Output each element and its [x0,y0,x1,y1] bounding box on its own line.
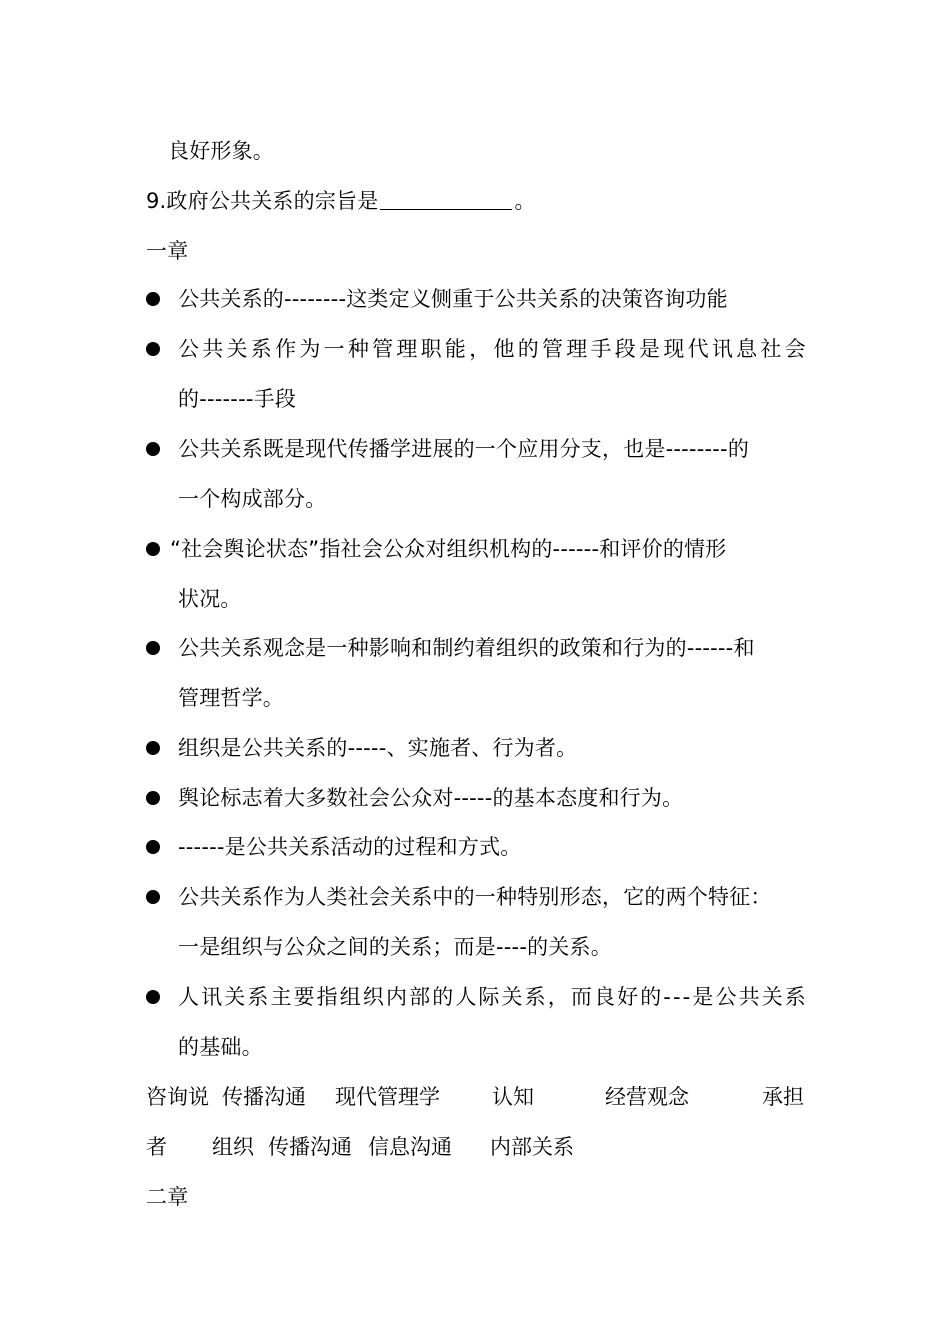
text-char: 人 [178,985,200,1009]
text-char: 讯 [201,985,223,1009]
text-char: ， [547,985,569,1009]
text-char: 人 [455,985,477,1009]
bullet-item-8-line-1: ------是公共关系活动的过程和方式。 [178,835,522,859]
bullet-icon [146,641,160,655]
text-char: 好 [617,985,639,1009]
text-char: 关 [761,985,783,1009]
answer-word: 咨询说 [146,1085,209,1109]
answer-word: 承担 [762,1085,804,1109]
text-char: 讯 [711,337,734,361]
bullet-item-3-line-1: 公共关系既是现代传播学进展的一个应用分支，也是--------的 [178,437,750,461]
text-char: 是 [639,337,661,361]
answer-word: 信息沟通 [368,1135,452,1159]
text-char: 是 [692,985,714,1009]
bullet-item-2-line-1 [178,334,806,364]
answer-word: 组织 [212,1135,254,1159]
text-char: 手 [590,337,612,361]
text-char: 的 [640,985,662,1009]
text-char: - [672,985,681,1009]
text-char: 理 [396,337,418,361]
text-char: 会 [784,337,806,361]
text-char: 代 [687,337,709,361]
bullet-icon [146,741,160,755]
text-char: 他 [493,337,515,361]
text-char: 现 [663,337,685,361]
bullet-item-6-line-1: 组织是公共关系的-----、实施者、行为者。 [178,736,578,760]
bullet-icon [146,442,160,456]
text-char: 一 [323,337,345,361]
bullet-icon [146,990,160,1004]
text-char: 的 [517,337,539,361]
bullet-item-4-line-2: 状况。 [178,587,242,611]
text-char: 息 [736,337,758,361]
answer-word: 者 [146,1135,167,1159]
text-char: 组 [339,985,361,1009]
text-char: 部 [409,985,431,1009]
text-char: 关 [501,985,523,1009]
text-char: 系 [247,985,269,1009]
text-char: 共 [738,985,760,1009]
answer-word: 经营观念 [605,1085,689,1109]
bullet-item-9-line-1: 公共关系作为人类社会关系中的一种特别形态，它的两个特征： [178,885,772,909]
text-char: 理 [566,337,588,361]
text-char: 社 [760,337,782,361]
bullet-icon [146,292,160,306]
text-char: 系 [250,337,272,361]
text-char: 要 [293,985,315,1009]
text-char: 作 [275,337,297,361]
bullet-item-2-line-2: 的-------手段 [178,387,297,411]
bullet-item-10-line-1 [178,982,806,1012]
text-char: 职 [420,337,442,361]
text-char: 主 [270,985,292,1009]
text-char: 的 [432,985,454,1009]
answer-blank [380,189,512,210]
answer-word: 现代管理学 [335,1085,440,1109]
top-fragment: 良好形象。 [168,139,274,163]
text-char: - [663,985,672,1009]
text-char: 而 [570,985,593,1009]
text-char: 管 [541,337,564,361]
text-char: 公 [178,337,200,361]
text-char: 织 [362,985,385,1009]
text-char: 系 [524,985,546,1009]
text-char: 公 [715,985,737,1009]
bullet-icon [146,342,160,356]
bullet-item-3-line-2: 一个构成部分。 [178,487,327,511]
bullet-item-5-line-1: 公共关系观念是一种影响和制约着组织的政策和行为的------和 [178,636,755,660]
text-char: 良 [593,985,616,1009]
bullet-icon [146,890,160,904]
text-char: 系 [784,985,806,1009]
text-char: 共 [202,337,224,361]
text-char: 指 [316,985,338,1009]
text-char: 际 [478,985,500,1009]
bullet-item-10-line-2: 的基础。 [178,1035,263,1059]
question-9-suffix: 。 [514,189,536,213]
text-char: 为 [299,337,321,361]
bullet-item-9-line-2: 一是组织与公众之间的关系；而是----的关系。 [178,935,612,959]
text-char: 关 [224,985,246,1009]
chapter-1-title: 一章 [146,239,189,263]
answer-word: 认知 [492,1085,534,1109]
chapter-2-title: 二章 [146,1185,189,1209]
text-char: 内 [385,985,408,1009]
bullet-icon [146,791,160,805]
bullet-item-1-line-1: 公共关系的--------这类定义侧重于公共关系的决策咨询功能 [178,287,728,311]
text-char: - [682,985,691,1009]
text-char: 种 [347,337,370,361]
answer-word: 传播沟通 [222,1085,306,1109]
bullet-item-5-line-2: 管理哲学。 [178,686,284,710]
text-char: 关 [226,337,248,361]
bullet-icon [146,542,160,556]
question-9-text: 9.政府公共关系的宗旨是 [146,189,379,213]
bullet-item-7-line-1: 舆论标志着大多数社会公众对-----的基本态度和行为。 [178,786,684,810]
text-char: 能 [444,337,467,361]
question-9 [146,186,536,216]
text-char: 管 [372,337,394,361]
answer-word: 内部关系 [490,1135,574,1159]
text-char: ， [469,337,491,361]
answer-word: 传播沟通 [268,1135,352,1159]
bullet-icon [146,840,160,854]
bullet-item-4-line-1: “社会舆论状态”指社会公众对组织机构的------和评价的情形 [170,537,727,561]
text-char: 段 [614,337,636,361]
